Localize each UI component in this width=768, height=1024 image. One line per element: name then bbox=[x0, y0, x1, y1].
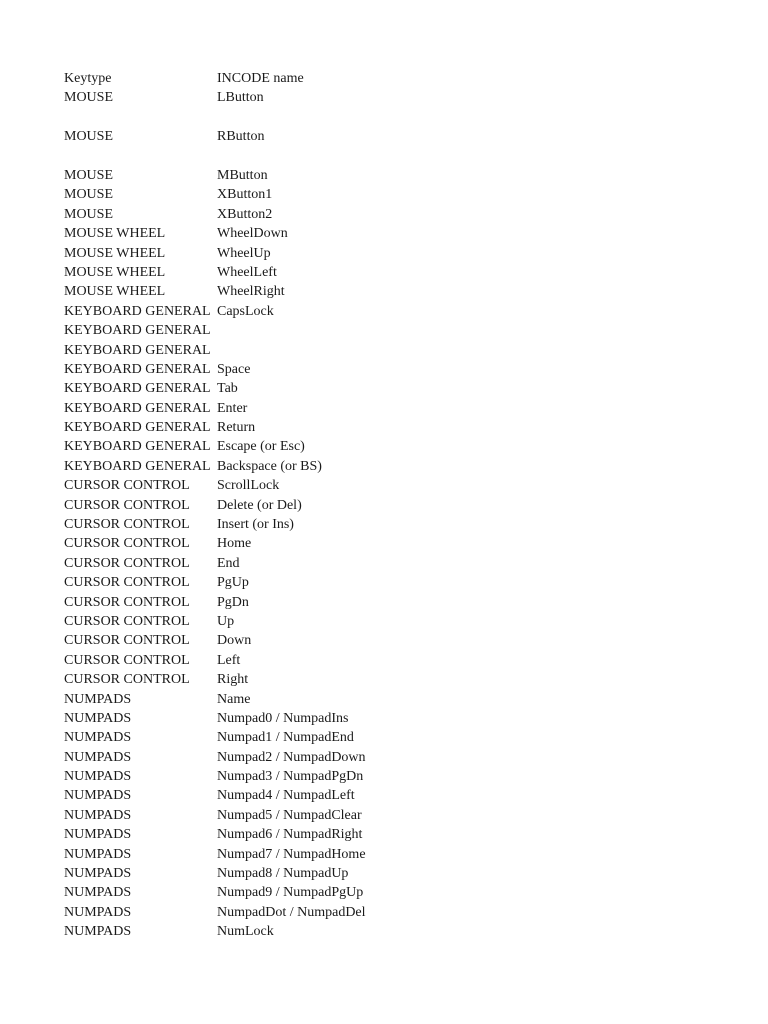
keytype-cell: NUMPADS bbox=[64, 691, 132, 707]
table-row bbox=[64, 166, 704, 185]
incode-name-cell: Numpad4 / NumpadLeft bbox=[217, 788, 355, 804]
incode-name-cell: Numpad9 / NumpadPgUp bbox=[217, 885, 364, 901]
table-row bbox=[64, 883, 704, 902]
table-row bbox=[64, 922, 704, 941]
table-row bbox=[64, 593, 704, 612]
keytype-cell: CURSOR CONTROL bbox=[64, 536, 190, 552]
incode-name-cell: Enter bbox=[217, 400, 248, 416]
incode-name-cell bbox=[217, 341, 704, 360]
table-row bbox=[64, 496, 704, 515]
table-row bbox=[64, 825, 704, 844]
incode-name-cell: WheelUp bbox=[217, 245, 271, 261]
incode-name-cell: Numpad0 / NumpadIns bbox=[217, 710, 349, 726]
incode-name-cell: Numpad3 / NumpadPgDn bbox=[217, 769, 364, 785]
keytype-cell: NUMPADS bbox=[64, 730, 132, 746]
incode-name-cell: Backspace (or BS) bbox=[217, 458, 322, 474]
keytype-cell: NUMPADS bbox=[64, 866, 132, 882]
key-table bbox=[64, 69, 704, 942]
table-row bbox=[64, 728, 704, 747]
table-row bbox=[64, 263, 704, 282]
table-row bbox=[64, 88, 704, 127]
table-row bbox=[64, 185, 704, 204]
incode-name-cell: Home bbox=[217, 536, 252, 552]
table-row bbox=[64, 612, 704, 631]
incode-name-cell: NumpadDot / NumpadDel bbox=[217, 904, 366, 920]
table-row bbox=[64, 690, 704, 709]
incode-name-cell: Tab bbox=[217, 381, 238, 397]
table-row bbox=[64, 748, 704, 767]
keytype-cell: KEYBOARD GENERAL bbox=[64, 400, 211, 416]
incode-name-cell: Name bbox=[217, 691, 251, 707]
incode-name-cell: WheelRight bbox=[217, 284, 285, 300]
table-row bbox=[64, 670, 704, 689]
table-row bbox=[64, 321, 704, 340]
keytype-cell: NUMPADS bbox=[64, 827, 132, 843]
keytype-cell: MOUSE WHEEL bbox=[64, 245, 166, 261]
incode-name-cell: XButton2 bbox=[217, 206, 273, 222]
table-row bbox=[64, 767, 704, 786]
incode-name-cell: NumLock bbox=[217, 924, 274, 940]
keytype-cell: KEYBOARD GENERAL bbox=[64, 303, 211, 319]
table-row bbox=[64, 515, 704, 534]
keytype-cell: CURSOR CONTROL bbox=[64, 594, 190, 610]
incode-name-cell bbox=[217, 321, 704, 340]
table-row bbox=[64, 205, 704, 224]
keytype-cell: MOUSE WHEEL bbox=[64, 264, 166, 280]
table-row bbox=[64, 379, 704, 398]
incode-name-cell: ScrollLock bbox=[217, 478, 280, 494]
table-row bbox=[64, 399, 704, 418]
keytype-cell: NUMPADS bbox=[64, 769, 132, 785]
keytype-cell: NUMPADS bbox=[64, 904, 132, 920]
incode-name-cell: Numpad8 / NumpadUp bbox=[217, 866, 349, 882]
incode-name-cell: MButton bbox=[217, 167, 268, 183]
table-row bbox=[64, 709, 704, 728]
keytype-cell: MOUSE bbox=[64, 129, 114, 145]
table-row bbox=[64, 806, 704, 825]
incode-name-cell: PgDn bbox=[217, 594, 249, 610]
table-row bbox=[64, 864, 704, 883]
incode-name-cell: RButton bbox=[217, 129, 265, 145]
keytype-cell: NUMPADS bbox=[64, 749, 132, 765]
keytype-cell: CURSOR CONTROL bbox=[64, 575, 190, 591]
table-row bbox=[64, 573, 704, 592]
incode-name-cell: XButton1 bbox=[217, 187, 273, 203]
keytype-cell: NUMPADS bbox=[64, 924, 132, 940]
table-row bbox=[64, 302, 704, 321]
keytype-cell: MOUSE WHEEL bbox=[64, 226, 166, 242]
incode-name-cell: Space bbox=[217, 361, 251, 377]
table-row bbox=[64, 845, 704, 864]
incode-name-cell: LButton bbox=[217, 90, 264, 106]
keytype-cell: KEYBOARD GENERAL bbox=[64, 439, 211, 455]
table-row bbox=[64, 127, 704, 166]
keytype-cell: MOUSE bbox=[64, 187, 114, 203]
incode-name-cell: Up bbox=[217, 613, 235, 629]
keytype-cell: MOUSE WHEEL bbox=[64, 284, 166, 300]
keytype-cell: CURSOR CONTROL bbox=[64, 517, 190, 533]
keytype-cell: KEYBOARD GENERAL bbox=[64, 420, 211, 436]
keytype-cell: NUMPADS bbox=[64, 807, 132, 823]
keytype-cell: MOUSE bbox=[64, 90, 114, 106]
table-body bbox=[64, 88, 704, 941]
table-row bbox=[64, 476, 704, 495]
keytype-cell: KEYBOARD GENERAL bbox=[64, 361, 211, 377]
incode-name-cell: WheelLeft bbox=[217, 264, 277, 280]
keytype-cell: KEYBOARD GENERAL bbox=[64, 458, 211, 474]
keytype-cell: CURSOR CONTROL bbox=[64, 672, 190, 688]
keytype-cell: NUMPADS bbox=[64, 710, 132, 726]
table-row bbox=[64, 786, 704, 805]
keytype-cell: KEYBOARD GENERAL bbox=[64, 323, 211, 339]
table-row bbox=[64, 457, 704, 476]
incode-name-cell: Numpad2 / NumpadDown bbox=[217, 749, 366, 765]
table-row bbox=[64, 437, 704, 456]
keytype-cell: NUMPADS bbox=[64, 885, 132, 901]
keytype-cell: KEYBOARD GENERAL bbox=[64, 381, 211, 397]
table-row bbox=[64, 554, 704, 573]
keytype-cell: NUMPADS bbox=[64, 788, 132, 804]
incode-name-cell: CapsLock bbox=[217, 303, 274, 319]
table-row bbox=[64, 418, 704, 437]
keytype-cell: CURSOR CONTROL bbox=[64, 633, 190, 649]
table-row bbox=[64, 360, 704, 379]
keytype-cell: CURSOR CONTROL bbox=[64, 478, 190, 494]
table-row bbox=[64, 224, 704, 243]
incode-name-cell: Right bbox=[217, 672, 249, 688]
incode-name-cell: Numpad1 / NumpadEnd bbox=[217, 730, 354, 746]
incode-name-cell: Numpad7 / NumpadHome bbox=[217, 846, 366, 862]
incode-name-cell: Delete (or Del) bbox=[217, 497, 302, 513]
incode-name-cell: Left bbox=[217, 652, 241, 668]
incode-name-cell: Return bbox=[217, 420, 256, 436]
incode-name-cell: End bbox=[217, 555, 240, 571]
keytype-cell: KEYBOARD GENERAL bbox=[64, 342, 211, 358]
incode-name-cell: Numpad5 / NumpadClear bbox=[217, 807, 362, 823]
header-keytype: Keytype bbox=[64, 71, 112, 86]
keytype-cell: CURSOR CONTROL bbox=[64, 613, 190, 629]
keytype-cell: CURSOR CONTROL bbox=[64, 555, 190, 571]
keytype-cell: NUMPADS bbox=[64, 846, 132, 862]
table-row bbox=[64, 341, 704, 360]
table-row bbox=[64, 534, 704, 553]
table-row bbox=[64, 651, 704, 670]
table-row bbox=[64, 282, 704, 301]
incode-name-cell: Escape (or Esc) bbox=[217, 439, 305, 455]
incode-name-cell: Down bbox=[217, 633, 252, 649]
keytype-cell: CURSOR CONTROL bbox=[64, 497, 190, 513]
table-row bbox=[64, 244, 704, 263]
table-row bbox=[64, 903, 704, 922]
header-incode-name: INCODE name bbox=[217, 71, 304, 86]
keytype-cell: MOUSE bbox=[64, 206, 114, 222]
incode-name-cell: Numpad6 / NumpadRight bbox=[217, 827, 363, 843]
keytype-cell: MOUSE bbox=[64, 167, 114, 183]
keytype-cell: CURSOR CONTROL bbox=[64, 652, 190, 668]
incode-name-cell: Insert (or Ins) bbox=[217, 517, 294, 533]
incode-name-cell: PgUp bbox=[217, 575, 249, 591]
incode-name-cell: WheelDown bbox=[217, 226, 288, 242]
table-row bbox=[64, 631, 704, 650]
header-row bbox=[64, 69, 704, 88]
